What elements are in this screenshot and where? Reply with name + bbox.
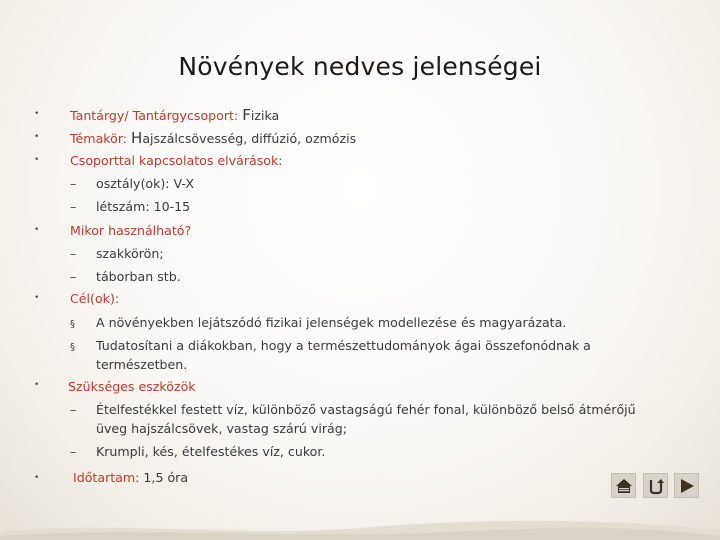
bottom-wave-decoration: [0, 510, 720, 540]
bullet: •: [34, 380, 40, 390]
cel-sub-cont: természetben.: [96, 357, 188, 372]
csoport-sub: [70, 199, 190, 215]
mikor-sub-text: táborban stb.: [96, 269, 181, 284]
home-button[interactable]: [611, 473, 636, 498]
mikor-sub-text: szakkörön;: [96, 246, 164, 261]
eszkozok-sub-cont: üveg hajszálcsövek, vastag szárú virág;: [96, 421, 347, 436]
bullet: •: [34, 225, 40, 235]
csoport-sub-text: osztály(ok): V-X: [96, 176, 194, 191]
play-icon: [678, 477, 696, 495]
return-button[interactable]: [643, 473, 668, 498]
dash: –: [70, 199, 77, 214]
cel-label: Cél(ok):: [70, 291, 120, 306]
bullet: •: [34, 473, 40, 483]
idotartam-label: Időtartam:: [73, 470, 144, 485]
cel-sub-text: A növényekben lejátszódó fizikai jelenségek modellezése és magyarázata.: [96, 315, 567, 330]
dash: –: [70, 402, 77, 417]
mikor-sub: [70, 269, 181, 285]
item-tantargy: [70, 107, 279, 124]
dash: –: [70, 246, 77, 261]
bullet: •: [34, 109, 40, 119]
square-bullet: §: [70, 319, 75, 330]
item-temakor: [70, 130, 356, 147]
eszkozok-sub: [70, 444, 325, 460]
square-bullet: §: [70, 342, 75, 353]
cel-sub-text: Tudatosítani a diákokban, hogy a természettudományok ágai összefonódnak a: [96, 338, 591, 353]
item-idotartam: [73, 470, 188, 486]
bullet: •: [34, 155, 40, 165]
idotartam-value: 1,5 óra: [143, 470, 189, 485]
csoport-label: Csoporttal kapcsolatos elvárások:: [70, 153, 283, 168]
tantargy-value-rest: izika: [250, 108, 280, 123]
temakor-value-rest: ajszálcsövesség, diffúzió, ozmózis: [142, 131, 357, 146]
next-button[interactable]: [674, 473, 699, 498]
mikor-sub: [70, 246, 164, 262]
mikor-label: Mikor használható?: [70, 223, 192, 238]
cel-sub: [70, 315, 566, 333]
temakor-value-first: H: [131, 129, 143, 147]
bullet: •: [34, 132, 40, 142]
temakor-label: Témakör:: [70, 131, 132, 146]
cel-sub: [70, 338, 591, 356]
return-icon: [647, 477, 665, 495]
csoport-sub-text: létszám: 10-15: [96, 199, 191, 214]
csoport-sub: [70, 176, 194, 192]
tantargy-value-first: F: [242, 106, 251, 124]
slide-title: Növények nedves jelenségei: [178, 52, 542, 81]
eszkozok-sub-text: Krumpli, kés, ételfestékes víz, cukor.: [96, 444, 326, 459]
eszkozok-label: Szükséges eszközök: [68, 379, 196, 394]
bullet: •: [34, 293, 40, 303]
dash: –: [70, 269, 77, 284]
eszkozok-sub: [70, 402, 636, 418]
eszkozok-sub-text: Ételfestékkel festett víz, különböző vastagságú fehér fonal, különböző belső átmérőjű: [96, 402, 636, 417]
dash: –: [70, 444, 77, 459]
home-icon: [615, 477, 633, 495]
tantargy-label: Tantárgy/ Tantárgycsoport:: [70, 108, 243, 123]
dash: –: [70, 176, 77, 191]
